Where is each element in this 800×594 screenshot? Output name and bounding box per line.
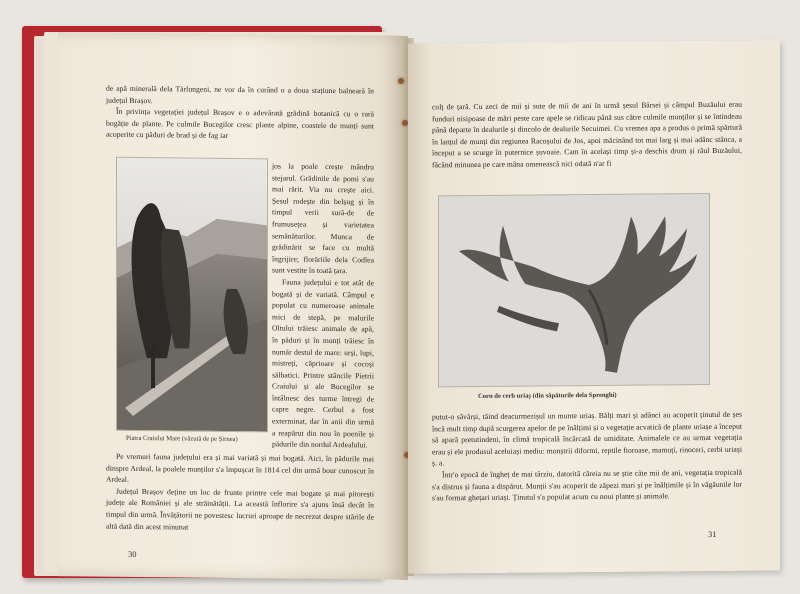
mountain-photo-image <box>117 158 267 432</box>
left-photo-caption: Piatra Craiului Mare (văzută de pe Șirnea) <box>126 434 238 444</box>
left-page-number: 30 <box>128 548 137 559</box>
antler-photo <box>438 193 710 387</box>
binding-staple <box>398 78 404 84</box>
left-bottom-text: Pe vremuri fauna județului era și mai variată și mai bogată. Aici, în pădurile mai dinspre Ardeal, la poalele munților s'a împușcat în 1814 cel din urmă bour cunoscut în Ardeal. Județul Brașov deține un loc de frunte printre cele mai bogate și mai pitorești județe ale României și ale străinătății. La această înflorire s'a ajuns însă decât în timpul din urmă. Învățătorii ne povestesc lucruri aproape de necrezut despre stările de altă dată din acest minunat <box>106 451 374 532</box>
right-top-text: colț de țară. Cu zeci de mii și sute de mii de ani în urmă șesul Bârsei și câmpul Buzăului erau funduri nisipoase de mări peste care apele se ridicau până sus către culmile munților și se întindeau până departe în dealurile și dincolo de dealurile Secuimei. Cu vremea apa a produs o primă spărtură în lanțul de munți din regiunea Racoșului de Jos, apoi măcinând tot mai larg și mai adânc stânca, a început a se scurge în puternice șuvoaie. Cam în același timp și-a deschis drum și râul Buzăului, făcând minunea pe care mâna omenească nici odată n'ar fi <box>432 99 742 170</box>
right-page <box>408 40 780 573</box>
right-page-number: 31 <box>708 528 717 540</box>
right-bottom-text: putut-o săvârși, tăind deacurmezișul un munte uriaș. Bălți mari și adânci au acoperit ținutul de șes încă mult timp după scurgerea apelor de pe înălțimi și o vegetație acvatică de plante uriașe a început să apară pretutindeni, în climă tropicală încărcată de umiditate. Animalele ce au urmat vegetația erau și ele produsul aceluiași mediu: monștrii diformi, reptile fioroase, mamuți, rinoceri, cerbi uriași ș. a. Într'o epocă de îngheț de mai târziu, datorită căreia nu se știe câte mii de ani, vegetația tropicală s'a distrus și fauna a dispărut. Munții s'au acoperit de zăpezi mari și pe înălțimile și în văgăunile lor s'au format ghețari uriași. Ținutul s'a populat acum cu noui plante și animale. <box>432 409 742 503</box>
left-page <box>58 32 408 580</box>
left-intro-text: de apă minerală dela Tărlungeni, ne vor da în curând o a doua stațiune balneară în județul Brașov. În privința vegetației județul Brașov e o adevărată grădină botanică cu o rară bogăție de plante. Pe culmile Bucegilor cresc plante alpine, coastele de munți sunt acoperite cu păduri de brad și de fag iar <box>106 83 374 141</box>
right-photo-caption: Corn de cerb uriaș (din săpăturile dela Sprenghi) <box>478 391 617 401</box>
mountain-photo <box>116 157 268 433</box>
antler-photo-image <box>439 194 709 386</box>
left-vegetation-column: jos la poale crește mândru stejarul. Grădinile de pomi s'au mai rărit. Via nu crește aici. Șesul rodește din belșug și în timpul verii sură-de de frumusețea și varietatea semănăturilor. Munca de grădinărit se face cu multă îngrijire; florăriile dela Codlea sunt vestite în toată țara. Fauna județului e tot atât de bogată și de variată. Câmpul e populat cu numeroase animale mici de stepă, pe malurile Oltului trăiesc animale de apă, în păduri și în munți trăiesc în număr destul de mare: urși, lupi, mistreți, căprioare și cocoși sălbatici. Printre stâncile Pietrii Craiului și ale Bucegilor se întâlnesc des turme întregi de capre negre. Cerbul a fost exterminat, dar în anii din urmă a reapărut din nou în poenile și pădurile din nordul Ardealului. <box>272 161 374 450</box>
